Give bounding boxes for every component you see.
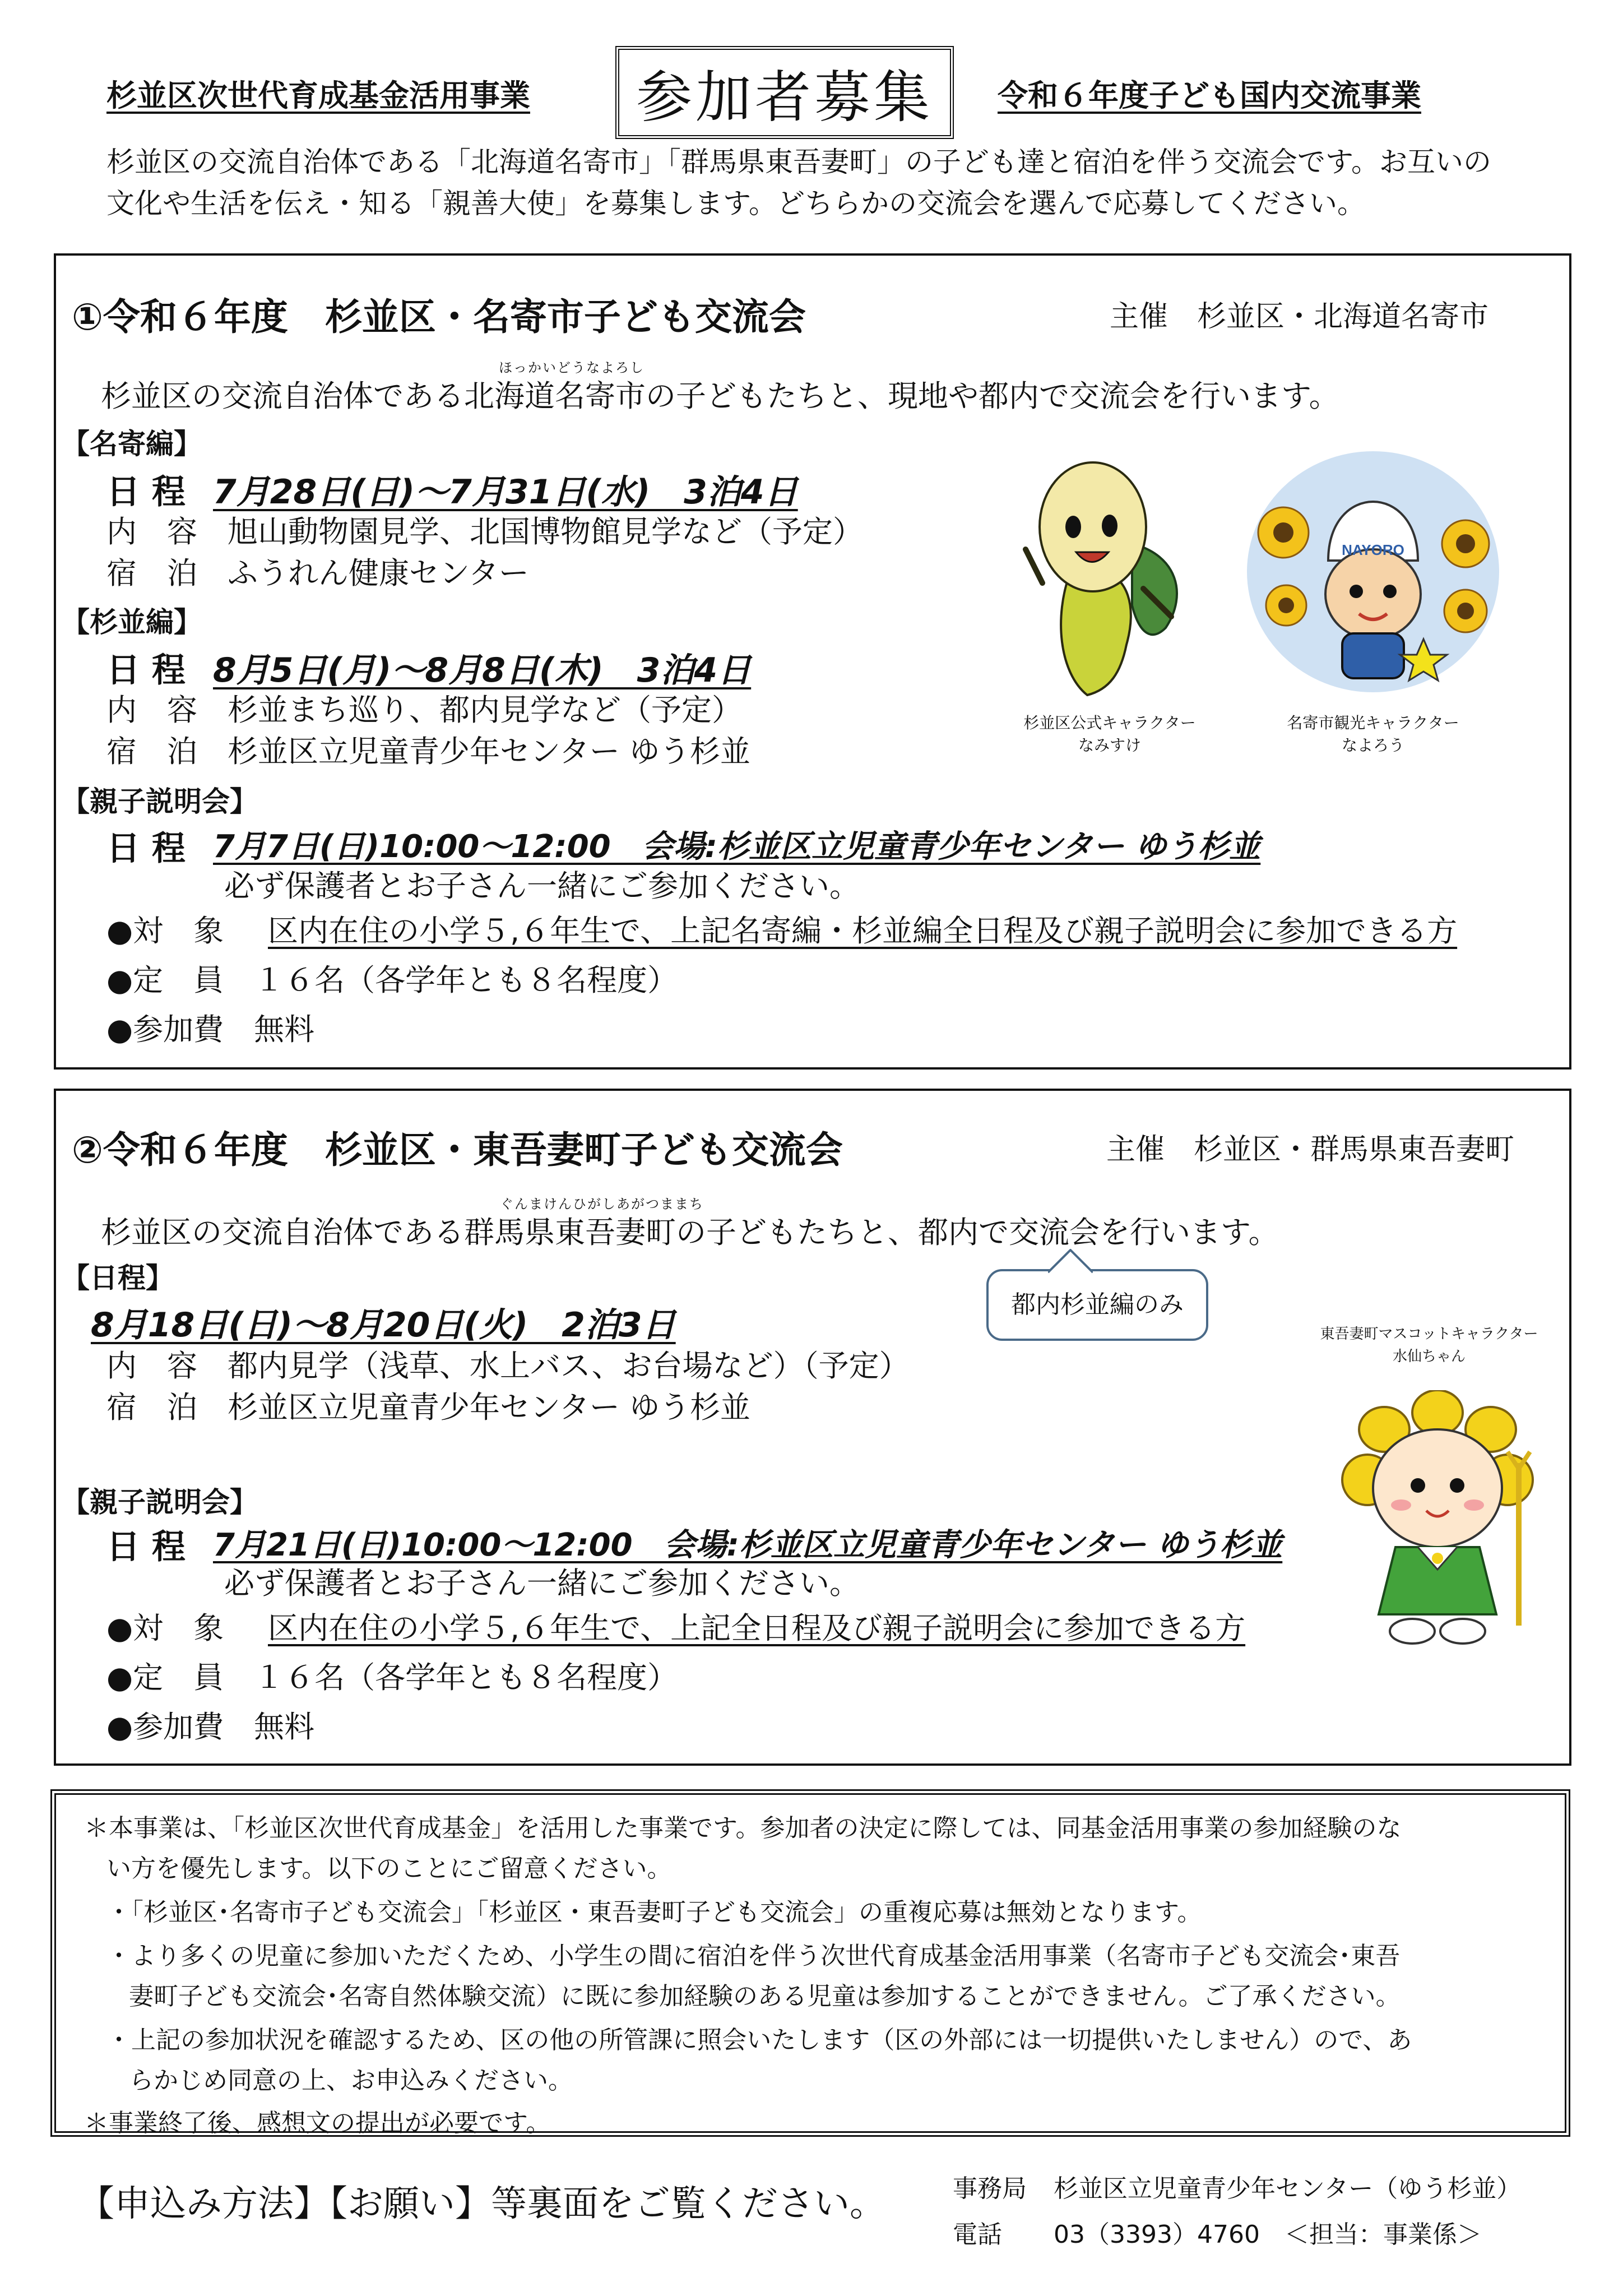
- bubble-callout: [986, 1269, 1208, 1341]
- section-nayoro-title: ①令和６年度 杉並区・名寄市子ども交流会: [72, 295, 806, 339]
- target1-label: ●対 象: [106, 913, 224, 948]
- section-higashiagatsuma-title: ②令和６年度 杉並区・東吾妻町子ども交流会: [72, 1128, 843, 1172]
- note-line-2: い方を優先します。以下のことにご留意ください。: [106, 1854, 672, 1883]
- nayoro-content: 内 容 旭山動物園見学、北国博物館見学など（予定）: [106, 514, 863, 549]
- suginami-schedule: 8月5日(月)～8月8日(木) 3泊4日: [213, 651, 752, 690]
- suginami-tag: 【杉並編】: [62, 606, 202, 638]
- char1-caption: 杉並区公式キャラクター なみすけ: [1023, 714, 1196, 754]
- briefing1-schedule: 7月7日(日)10:00～12:00 会場:杉並区立児童青少年センター ゆう杉並: [213, 828, 1261, 865]
- suisen-chan-character: [1334, 1390, 1541, 1648]
- nayoro-schedule: 7月28日(日)～7月31日(水) 3泊4日: [213, 473, 798, 512]
- nayoro-ruby: ほっかいどうなよろし: [499, 360, 644, 376]
- note-line-7: らかじめ同意の上、お申込みください。: [129, 2066, 573, 2095]
- header-program: 杉並区次世代育成基金活用事業: [106, 78, 530, 113]
- office-label: 事務局: [953, 2174, 1027, 2203]
- target2-label: ●対 象: [106, 1610, 224, 1646]
- office-name: 杉並区立児童青少年センター（ゆう杉並）: [1054, 2174, 1522, 2203]
- section-higashiagatsuma-host: 主催 杉並区・群馬県東吾妻町: [1106, 1133, 1515, 1166]
- schedule-label: 日 程: [106, 1527, 186, 1567]
- schedule2-tag: 【日程】: [62, 1262, 174, 1294]
- note-line-1: ＊本事業は、「杉並区次世代育成基金」を活用した事業です。参加者の決定に際しては、同基金活用事業の参加経験のな: [84, 1814, 1402, 1843]
- target2: 区内在住の小学５,６年生で、上記全日程及び親子説明会に参加できる方: [268, 1610, 1246, 1646]
- briefing2-note: 必ず保護者とお子さん一緒にご参加ください。: [224, 1566, 860, 1601]
- suginami-content: 内 容 杉並まち巡り、都内見学など（予定）: [106, 692, 742, 728]
- header-event: 令和６年度子ども国内交流事業: [998, 78, 1421, 113]
- namisuke-character: [1020, 460, 1199, 701]
- intro-line-2: 文化や生活を伝え・知る「親善大使」を募集します。どちらかの交流会を選んで応募してください。: [106, 187, 1365, 220]
- note-line-8: ＊事業終了後、感想文の提出が必要です。: [84, 2109, 551, 2137]
- tel-number: 03（3393）4760 ＜担当：事業係＞: [1054, 2220, 1482, 2249]
- note-line-6: ・上記の参加状況を確認するため、区の他の所管課に照会いたします（区の外部には一切提供いたしません）ので、あ: [106, 2026, 1412, 2054]
- higashiagatsuma-ruby: ぐんまけんひがしあがつままち: [500, 1196, 704, 1212]
- section-higashiagatsuma-lead: 杉並区の交流自治体である群馬県東吾妻町の子どもたちと、都内で交流会を行います。: [101, 1215, 1279, 1250]
- schedule-label: 日 程: [106, 651, 186, 690]
- fee1: ●参加費 無料: [106, 1012, 315, 1047]
- higashiagatsuma-content: 内 容 都内見学（浅草、水上バス、お台場など）（予定）: [106, 1348, 910, 1383]
- tel-label: 電話: [953, 2220, 1002, 2249]
- target1: 区内在住の小学５,６年生で、上記名寄編・杉並編全日程及び親子説明会に参加できる方: [268, 913, 1458, 948]
- bubble-text: 都内杉並編のみ: [986, 1269, 1208, 1341]
- footer-see-back: 【申込み方法】【お願い】等裏面をご覧ください。: [78, 2183, 885, 2225]
- capacity2: ●定 員 １６名（各学年とも８名程度）: [106, 1660, 678, 1695]
- page-title: 参加者募集: [615, 46, 954, 139]
- briefing1-tag: 【親子説明会】: [62, 785, 258, 818]
- higashiagatsuma-stay: 宿 泊 杉並区立児童青少年センター ゆう杉並: [106, 1390, 751, 1425]
- schedule-label: 日 程: [106, 829, 186, 868]
- intro-line-1: 杉並区の交流自治体である「北海道名寄市」「群馬県東吾妻町」の子ども達と宿泊を伴う交流会です。お互いの: [106, 146, 1491, 178]
- briefing2-tag: 【親子説明会】: [62, 1486, 258, 1519]
- fee2: ●参加費 無料: [106, 1709, 315, 1744]
- char2-caption: 名寄市観光キャラクター なよろう: [1287, 714, 1459, 754]
- higashiagatsuma-schedule: 8月18日(日)～8月20日(火) 2泊3日: [91, 1306, 676, 1345]
- capacity1: ●定 員 １６名（各学年とも８名程度）: [106, 962, 678, 998]
- suginami-stay: 宿 泊 杉並区立児童青少年センター ゆう杉並: [106, 734, 751, 769]
- section-nayoro-host: 主催 杉並区・北海道名寄市: [1110, 300, 1489, 334]
- section-nayoro-lead: 杉並区の交流自治体である北海道名寄市の子どもたちと、現地や都内で交流会を行います。: [101, 378, 1339, 414]
- schedule-label: 日 程: [106, 473, 186, 512]
- nayoro-tag: 【名寄編】: [62, 428, 202, 460]
- note-line-3: ・「杉並区･名寄市子ども交流会」「杉並区・東吾妻町子ども交流会」の重複応募は無効となります。: [106, 1898, 1202, 1927]
- briefing2-schedule: 7月21日(日)10:00～12:00 会場:杉並区立児童青少年センター ゆう杉並: [213, 1527, 1283, 1563]
- briefing1-note: 必ず保護者とお子さん一緒にご参加ください。: [224, 868, 860, 904]
- note-line-5: 妻町子ども交流会･名寄自然体験交流）に既に参加経験のある児童は参加することができません。ご了承ください。: [129, 1982, 1401, 2011]
- nayoro-badge-text: NAYORO: [1342, 541, 1404, 558]
- note-line-4: ・より多くの児童に参加いただくため、小学生の間に宿泊を伴う次世代育成基金活用事業（名寄市子ども交流会･東吾: [106, 1942, 1401, 1970]
- char3-caption: 東吾妻町マスコットキャラクター 水仙ちゃん: [1320, 1326, 1538, 1365]
- nayoro-stay: 宿 泊 ふうれん健康センター: [106, 556, 529, 591]
- nayorou-character: [1244, 448, 1502, 695]
